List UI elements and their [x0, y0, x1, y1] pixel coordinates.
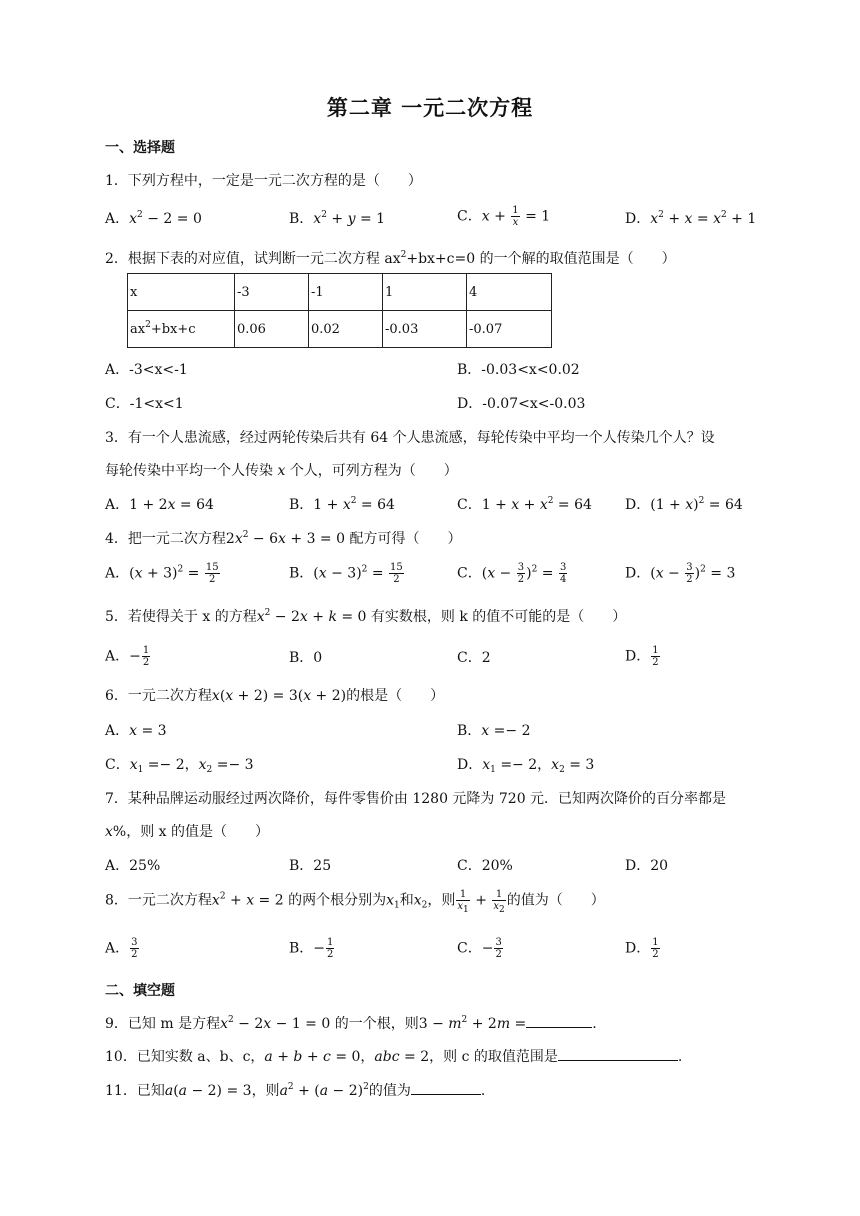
- table-cell: 0.06: [235, 311, 309, 348]
- q5-option-c: C．2: [457, 650, 491, 666]
- q1-option-b: B．$x^2 + y = 1$: [289, 210, 386, 227]
- table-cell: -0.07: [467, 311, 552, 348]
- table-cell: $ax^2+bx+c$: [128, 311, 235, 348]
- q2-option-c: C．-1<x<1: [105, 396, 184, 412]
- q4-option-d: D．(x − $\frac{3}{2}$ )$^2$ = 3: [625, 562, 736, 585]
- q7-stem-line2: x%，则 x 的值是（ ）: [105, 824, 270, 840]
- answer-blank[interactable]: [526, 1013, 592, 1028]
- q3-stem-line2: 每轮传染中平均一个人传染 x 个人，可列方程为（ ）: [105, 463, 458, 479]
- q5-option-a: A．− $\frac{1}{2}$: [105, 645, 150, 668]
- q3-stem-line1: 3．有一个人患流感，经过两轮传染后共有 64 个人患流感，每轮传染中平均一个人传染几个人？设: [105, 430, 715, 446]
- q8-stem: 8．一元二次方程$x^2 + x = 2$ 的两个根分别为$x_1$和$x_2$，则 $\frac{1}{x_1}$ + $\frac{1}{x_2}$ 的值为（ ）: [105, 889, 605, 915]
- section-choice-heading: 一、选择题: [105, 140, 175, 156]
- table-cell: x: [128, 274, 235, 311]
- q8-option-b: B．− $\frac{1}{2}$: [289, 937, 334, 960]
- q4-option-b: B．$(x - 3)^2$ = $\frac{15}{2}$: [289, 562, 403, 585]
- table-cell: 0.02: [309, 311, 383, 348]
- table-row: [128, 274, 552, 311]
- table-cell: -3: [235, 274, 309, 311]
- q3-option-c: C．$1 + x + x^2 = 64$: [457, 496, 592, 513]
- q1-option-c: C．x + $\frac{1}{x}$ = 1: [457, 205, 551, 228]
- q6-option-d: D．$x_1 =- 2$，$x_2 = 3$: [457, 757, 595, 775]
- q8-option-d: D． $\frac{1}{2}$: [625, 937, 659, 960]
- table-cell: 4: [467, 274, 552, 311]
- q7-option-a: A．25%: [105, 858, 161, 874]
- q4-option-a: A．$(x + 3)^2$ = $\frac{15}{2}$: [105, 562, 219, 585]
- q7-option-b: B．25: [289, 858, 332, 874]
- page-title: 第二章 一元二次方程: [326, 96, 534, 120]
- q6-option-a: A．x = 3: [105, 723, 167, 739]
- q8-option-a: A． $\frac{3}{2}$: [105, 937, 138, 960]
- q9-stem: 9．已知 m 是方程$x^2 - 2x - 1 = 0$ 的一个根，则$3 - m^2 + 2m$ = .: [105, 1015, 597, 1032]
- q3-option-d: D．$(1 + x)^2 = 64$: [625, 496, 743, 513]
- q1-option-a: A．$x^2 - 2 = 0$: [105, 210, 202, 227]
- q6-option-c: C．$x_1 =- 2$，$x_2 =- 3$: [105, 757, 254, 775]
- q1-option-d: D．$x^2 + x = x^2 + 1$: [625, 210, 757, 227]
- q3-option-a: A．1 + 2x = 64: [105, 497, 214, 513]
- q6-option-b: B．x =− 2: [457, 723, 531, 739]
- answer-blank[interactable]: [558, 1046, 678, 1061]
- q5-stem: 5．若使得关于 x 的方程$x^2 - 2x + k = 0$ 有实数根，则 k 的值不可能的是（ ）: [105, 608, 627, 625]
- q3-option-b: B．$1 + x^2 = 64$: [289, 496, 395, 513]
- answer-blank[interactable]: [411, 1080, 481, 1095]
- q2-option-b: B．-0.03<x<0.02: [457, 362, 580, 378]
- q4-stem: 4．把一元二次方程$2x^2 - 6x + 3 = 0$ 配方可得（ ）: [105, 530, 462, 547]
- q7-option-c: C．20%: [457, 858, 513, 874]
- q5-option-d: D． $\frac{1}{2}$: [625, 645, 659, 668]
- table-cell: 1: [383, 274, 467, 311]
- table-cell: -0.03: [383, 311, 467, 348]
- q2-stem: 2．根据下表的对应值，试判断一元二次方程 $ax^2+bx+c=0$ 的一个解的取值范围是（ ）: [105, 250, 676, 267]
- table-cell: -1: [309, 274, 383, 311]
- q6-stem: 6．一元二次方程x(x + 2) = 3(x + 2)的根是（ ）: [105, 688, 445, 704]
- q4-option-c: C．(x − $\frac{3}{2}$ )$^2$ = $\frac{3}{4}$: [457, 562, 567, 585]
- value-table: [127, 273, 552, 348]
- q7-stem-line1: 7．某种品牌运动服经过两次降价，每件零售价由 1280 元降为 720 元．已知两次降价的百分率都是: [105, 791, 727, 807]
- q8-option-c: C．− $\frac{3}{2}$: [457, 937, 502, 960]
- q10-stem: 10．已知实数 a、b、c，a + b + c = 0，abc = 2，则 c 的取值范围是 .: [105, 1046, 682, 1066]
- q2-option-d: D．-0.07<x<-0.03: [457, 396, 586, 412]
- table-row: [128, 311, 552, 348]
- q11-stem: 11．已知a(a − 2) = 3，则$a^2 + (a - 2)^2$的值为 .: [105, 1082, 486, 1099]
- q5-option-b: B．0: [289, 650, 323, 666]
- q2-option-a: A．-3<x<-1: [105, 362, 188, 378]
- q7-option-d: D．20: [625, 858, 669, 874]
- q1-stem: 1．下列方程中，一定是一元二次方程的是（ ）: [105, 173, 422, 189]
- section-fill-heading: 二、填空题: [105, 983, 175, 999]
